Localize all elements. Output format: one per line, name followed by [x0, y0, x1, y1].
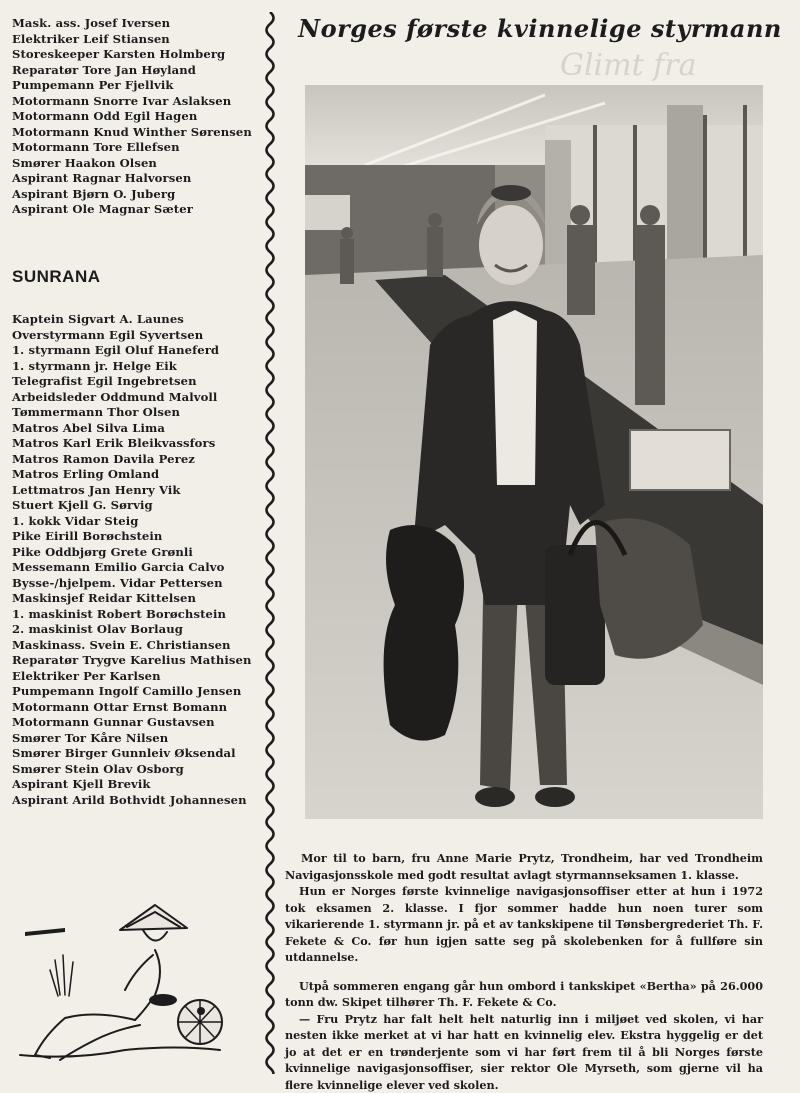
- crew-member: Smører Tor Kåre Nilsen: [12, 731, 252, 747]
- article-caption: [285, 850, 763, 1093]
- crew-member: Aspirant Kjell Brevik: [12, 777, 252, 793]
- caption-paragraph-3: Utpå sommeren engang går hun ombord i tankskipet «Bertha» på 26.000 tonn dw. Skipet tilhører Th. F. Fekete & Co.: [285, 978, 763, 1011]
- crew-member: Arbeidsleder Oddmund Malvoll: [12, 390, 252, 406]
- crew-member: Motormann Knud Winther Sørensen: [12, 125, 252, 141]
- crew-member: Overstyrmann Egil Syvertsen: [12, 328, 252, 344]
- crew-member: Motormann Odd Egil Hagen: [12, 109, 252, 125]
- ghost-title: Glimt fra: [560, 48, 800, 118]
- photo-woman-with-luggage: [305, 85, 763, 819]
- crew-member: Aspirant Ragnar Halvorsen: [12, 171, 252, 187]
- crew-member: Pike Oddbjørg Grete Grønli: [12, 545, 252, 561]
- wavy-divider: [262, 12, 278, 1074]
- headline: Norges første kvinnelige styrmann: [290, 14, 790, 43]
- crew-member: Kaptein Sigvart A. Launes: [12, 312, 252, 328]
- caption-paragraph-4: — Fru Prytz har falt helt helt naturlig inn i miljøet ved skolen, vi har nesten ikke merket at vi har hatt en kvinnelig elev. Ekstra hyggelig er det jo at det er en trønderjente som vi har ført frem til å bli Norges første kvinnelige navigasjonsoffiser, sier rektor Ole Myrseth, som gjerne vil ha flere kvinnelige elever ved skolen.: [285, 1011, 763, 1093]
- crew-member: Aspirant Bjørn O. Juberg: [12, 187, 252, 203]
- crew-member: Mask. ass. Josef Iversen: [12, 16, 252, 32]
- crew-member: Matros Karl Erik Bleikvassfors: [12, 436, 252, 452]
- crew-member: Maskinsjef Reidar Kittelsen: [12, 591, 252, 607]
- crew-member: 1. styrmann Egil Oluf Haneferd: [12, 343, 252, 359]
- crew-member: Matros Abel Silva Lima: [12, 421, 252, 437]
- crew-member: Stuert Kjell G. Sørvig: [12, 498, 252, 514]
- crew-member: Motormann Tore Ellefsen: [12, 140, 252, 156]
- crew-member: Maskinass. Svein E. Christiansen: [12, 638, 252, 654]
- crew-member: Motormann Gunnar Gustavsen: [12, 715, 252, 731]
- crew-member: Smører Haakon Olsen: [12, 156, 252, 172]
- crew-member: Pike Eirill Borøchstein: [12, 529, 252, 545]
- crew-member: Elektriker Per Karlsen: [12, 669, 252, 685]
- crew-member: Storeskeeper Karsten Holmberg: [12, 47, 252, 63]
- crew-member: Aspirant Arild Bothvidt Johannesen: [12, 793, 252, 809]
- crew-member: 1. styrmann jr. Helge Eik: [12, 359, 252, 375]
- crew-member: Bysse-/hjelpem. Vidar Pettersen: [12, 576, 252, 592]
- crew-member: Smører Birger Gunnleiv Øksendal: [12, 746, 252, 762]
- crew-member: Matros Ramon Davila Perez: [12, 452, 252, 468]
- sunbathing-woman-icon: [15, 900, 230, 1070]
- crew-member: Motormann Snorre Ivar Aslaksen: [12, 94, 252, 110]
- crew-member: Messemann Emilio Garcia Calvo: [12, 560, 252, 576]
- crew-member: Lettmatros Jan Henry Vik: [12, 483, 252, 499]
- crew-member: 1. kokk Vidar Steig: [12, 514, 252, 530]
- crew-member: Tømmermann Thor Olsen: [12, 405, 252, 421]
- crew-member: Elektriker Leif Stiansen: [12, 32, 252, 48]
- crew-member: Reparatør Trygve Karelius Mathisen: [12, 653, 252, 669]
- caption-paragraph-2: Hun er Norges første kvinnelige navigasjonsoffiser etter at hun i 1972 tok eksamen 2. klasse. I fjor sommer hadde hun noen turer som vikarierende 1. styrmann jr. på et av tankskipene til Tønsbergrederiet Th. F. Fekete & Co. før hun igjen satte seg på skolebenken for å fullføre sin utdannelse.: [285, 883, 763, 966]
- crew-member: Reparatør Tore Jan Høyland: [12, 63, 252, 79]
- crew-member: Matros Erling Omland: [12, 467, 252, 483]
- crew-member: Smører Stein Olav Osborg: [12, 762, 252, 778]
- crew-member: Pumpemann Ingolf Camillo Jensen: [12, 684, 252, 700]
- crew-member: Motormann Ottar Ernst Bomann: [12, 700, 252, 716]
- ship-heading: SUNRANA: [12, 267, 101, 287]
- crew-list-sunrana: [12, 312, 252, 808]
- crew-member: Aspirant Ole Magnar Sæter: [12, 202, 252, 218]
- crew-member: 1. maskinist Robert Borøchstein: [12, 607, 252, 623]
- crew-member: Pumpemann Per Fjellvik: [12, 78, 252, 94]
- crew-member: Telegrafist Egil Ingebretsen: [12, 374, 252, 390]
- crew-list-top: [12, 16, 252, 218]
- caption-paragraph-1: Mor til to barn, fru Anne Marie Prytz, Trondheim, har ved Trondheim Navigasjonsskole med godt resultat avlagt styrmannseksamen 1. klasse.: [285, 850, 763, 883]
- crew-member: 2. maskinist Olav Borlaug: [12, 622, 252, 638]
